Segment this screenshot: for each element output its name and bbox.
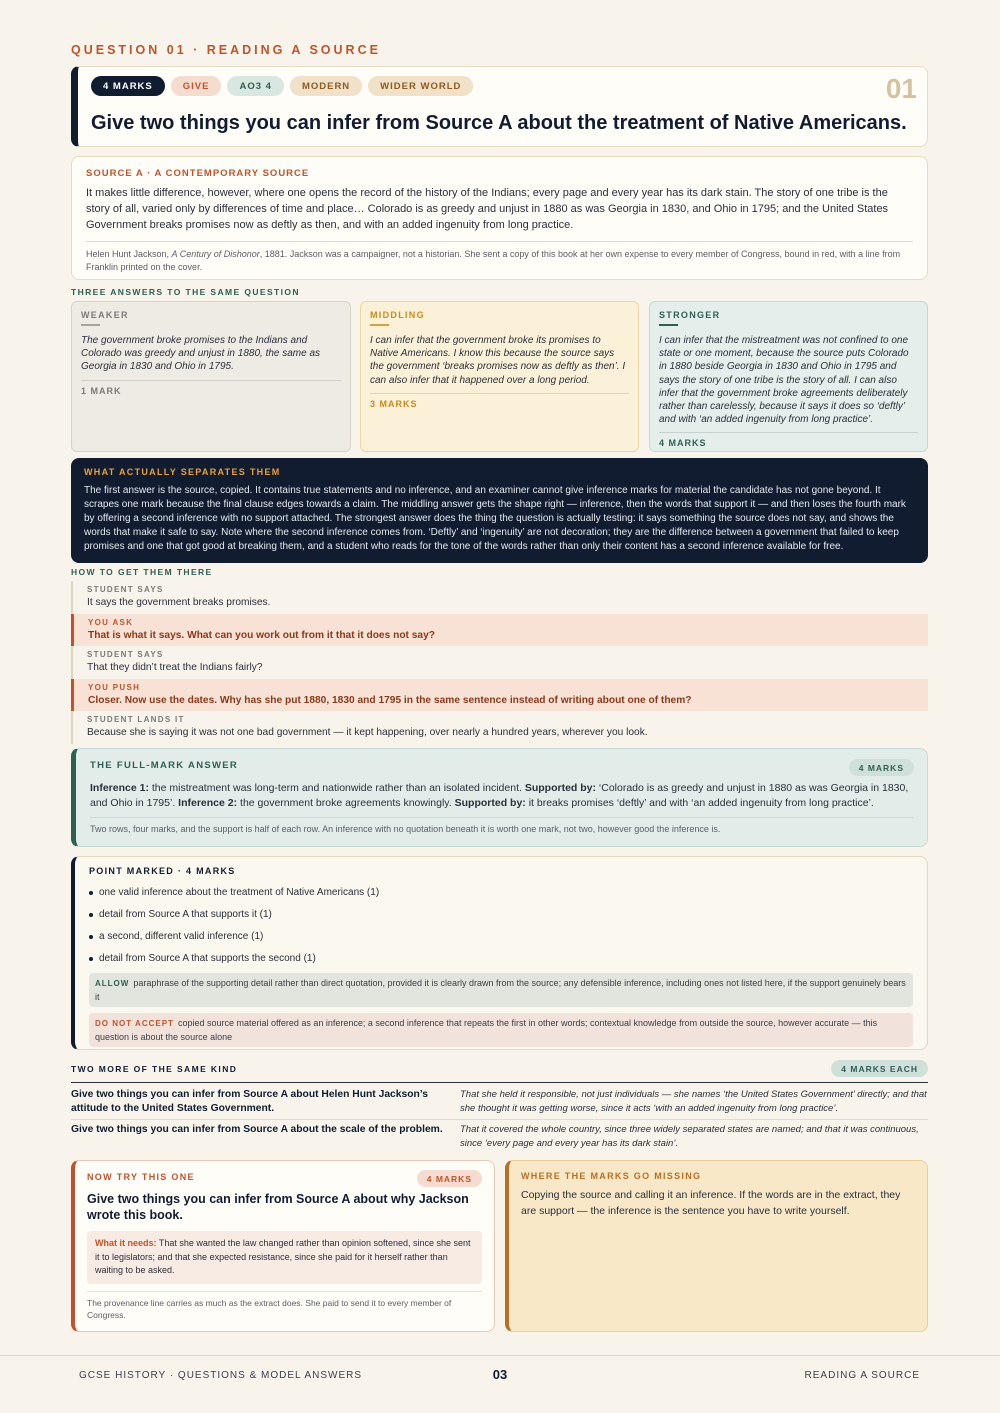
speaker-label: STUDENT SAYS	[87, 650, 164, 659]
tag-period: MODERN	[290, 76, 362, 96]
mark-points	[89, 882, 913, 970]
answer-marks: 3 MARKS	[370, 398, 418, 409]
answer-text: I can infer that the mistreatment was not confined to one state or one moment, because the source puts Colorado in 1880 beside Georgia in 1830 and Ohio in 1795 and says the story of one tribe is the story of all. I can also infer that the government broke agreements deliberately rather than carelessly, because it says it does so ‘deftly’ and with ‘an added ingenuity from long practice’.	[659, 335, 909, 426]
question-text: Give two things you can infer from Source A about the treatment of Native Americans.	[91, 112, 907, 134]
dialogue-row	[71, 581, 928, 614]
more-answer: That she held it responsible, not just individuals — she names ‘the United States Government’ directly; and that she thought it was getting worse, since it acts ‘with an added ingenuity from long practice’.	[460, 1089, 927, 1114]
answer-stronger	[649, 301, 928, 452]
support-1: ‘Colorado is as greedy and unjust in 1880 as was Georgia in 1830, and Ohio in 1795’.	[90, 782, 909, 809]
marks-missing-text: Copying the source and calling it an inference. If the words are in the extract, they are support — the inference is the sentence you have to write yourself.	[521, 1189, 901, 1217]
support-2-label: Supported by:	[454, 796, 526, 809]
accent-bar	[81, 324, 100, 326]
dialogue-row	[71, 679, 928, 712]
answer-text: I can infer that the government broke its promises to Native Americans. I know this because the source says the government ‘breaks promises now as deftly as then’. I can also infer that it happened over a long period.	[370, 335, 626, 386]
dialogue-row	[71, 646, 928, 679]
answer-text: The government broke promises to the Indians and Colorado was greedy and unjust in 1880, the same as Georgia in 1830 and Ohio in 1795.	[81, 335, 321, 373]
answer-label: STRONGER	[659, 310, 721, 320]
divider	[81, 380, 341, 381]
dialogue-row	[71, 614, 928, 647]
speaker-label: YOU PUSH	[88, 682, 141, 692]
more-answer: That it covered the whole country, since three widely separated states are named; and that it was continuous, since ‘every page and every year has its dark stain’.	[460, 1124, 919, 1149]
mark-point: detail from Source A that supports it (1)	[89, 904, 913, 926]
deny-text: copied source material offered as an inference; a second inference that repeats the first in other words; contextual knowledge from outside the source, however accurate — this question is about the source alone	[95, 1018, 878, 1042]
allow-note	[89, 973, 913, 1007]
inference-1: the mistreatment was long-term and nationwide rather than an isolated incident.	[148, 782, 525, 794]
answer-label: WEAKER	[81, 310, 129, 320]
footer-right: READING A SOURCE	[804, 1370, 920, 1381]
try-note: The provenance line carries as much as the extract does. She paid to send it to every member of Congress.	[87, 1297, 452, 1320]
speaker-line: That is what it says. What can you work out from it that it does not say?	[88, 629, 435, 641]
speaker-label: STUDENT LANDS IT	[87, 715, 185, 724]
divider	[90, 817, 913, 818]
source-text: It makes little difference, however, where one opens the record of the history of the Indians; every page and every year has its dark stain. The story of one tribe is the story of all, varied only by differences of time and place… Colorado is as greedy and unjust in 1880 as was Georgia in 1830, and Ohio in 1795; and the United States Government breaks promises now as deftly as then, and with an added ingenuity from long practice.	[86, 187, 889, 231]
answer-middling	[360, 301, 639, 452]
more-question: Give two things you can infer from Source A about the scale of the problem.	[71, 1124, 443, 1135]
separates-label: WHAT ACTUALLY SEPARATES THEM	[84, 467, 281, 477]
source-card	[71, 156, 928, 280]
accent-bar	[370, 324, 389, 326]
section-rule	[71, 1082, 928, 1083]
speaker-label: YOU ASK	[88, 617, 134, 627]
full-mark-box	[71, 748, 928, 847]
answer-label: MIDDLING	[370, 310, 425, 320]
page-number: 03	[492, 1367, 508, 1382]
divider	[86, 241, 913, 242]
dialogue-row	[71, 711, 928, 744]
source-provenance	[86, 248, 913, 273]
try-box	[71, 1160, 495, 1332]
marks-missing-box	[505, 1160, 928, 1332]
marks-missing-label: WHERE THE MARKS GO MISSING	[521, 1171, 702, 1181]
full-mark-note: Two rows, four marks, and the support is half of each row. An inference with no quotation beneath it is worth one mark, not two, however good the inference is.	[90, 824, 721, 834]
question-number: 01	[885, 73, 917, 104]
full-mark-label: THE FULL-MARK ANSWER	[90, 760, 239, 771]
footer-left: GCSE HISTORY · QUESTIONS & MODEL ANSWERS	[79, 1370, 363, 1381]
dialogue-list	[71, 581, 928, 744]
mark-point: detail from Source A that supports the second (1)	[89, 948, 913, 970]
try-question: Give two things you can infer from Source A about why Jackson wrote this book.	[87, 1192, 469, 1222]
more-section-label: TWO MORE OF THE SAME KIND	[71, 1064, 238, 1074]
mark-point: one valid inference about the treatment of Native Americans (1)	[89, 882, 913, 904]
divider	[659, 432, 918, 433]
inference-1-label: Inference 1:	[90, 782, 149, 794]
speaker-line: That they didn’t treat the Indians fairly?	[87, 662, 263, 673]
provenance-rest: , 1881. Jackson was a campaigner, not a historian. She sent a copy of this book at her own expense to every member of Congress, bound in red, with a line from Franklin printed on the cover.	[86, 249, 901, 272]
try-marks-pill: 4 MARKS	[417, 1170, 482, 1187]
separates-text: The first answer is the source, copied. It contains true statements and no inference, and an examiner cannot give inference marks for material the candidate has not gone beyond. It scrapes one mark because the final clause edges towards a claim. The middling answer gets the shape right — inference, then the words that support it — and then loses the fourth mark by offering a second inference with no support attached. The strongest answer does the thing the question is actually testing: it says something the source does not say, and shows the words that make it safe to say. Note where the second inference comes from. ‘Deftly’ and ‘ingenuity’ are not decoration; they are the difference between a government that failed to keep promises and one that got good at breaking them, and a student who reads for the tone of the words rather than only their content has a second inference available for free.	[84, 485, 906, 552]
answer-marks: 4 MARKS	[659, 438, 707, 449]
do-not-accept-note	[89, 1013, 913, 1047]
inference-2: the government broke agreements knowingly.	[237, 796, 455, 809]
speaker-line: Because she is saying it was not one bad government — it kept happening, over nearly a hundred years, wherever you look.	[87, 727, 648, 738]
provenance-author: Helen Hunt Jackson,	[86, 249, 172, 259]
mark-scheme-label: POINT MARKED · 4 MARKS	[89, 866, 236, 876]
mark-scheme-box	[71, 856, 928, 1050]
divider	[370, 393, 629, 394]
needs-label: What it needs:	[95, 1238, 157, 1248]
section-eyebrow: QUESTION 01 · READING A SOURCE	[71, 43, 381, 57]
speaker-line: It says the government breaks promises.	[87, 597, 271, 608]
more-question-row	[71, 1088, 928, 1116]
question-card	[71, 66, 928, 147]
tag-marks: 4 MARKS	[91, 76, 165, 96]
provenance-title: A Century of Dishonor	[171, 249, 260, 259]
speaker-line: Closer. Now use the dates. Why has she put 1880, 1830 and 1795 in the same sentence instead of writing about one of them?	[88, 694, 692, 706]
divider	[87, 1291, 482, 1292]
dialogue-section-label: HOW TO GET THEM THERE	[71, 567, 213, 577]
needs-box	[87, 1231, 482, 1284]
tag-topic: WIDER WORLD	[368, 76, 473, 96]
allow-label: ALLOW	[95, 979, 130, 988]
tag-row	[91, 76, 473, 96]
mark-point: a second, different valid inference (1)	[89, 926, 913, 948]
divider	[71, 1119, 928, 1120]
more-marks-pill: 4 MARKS EACH	[831, 1060, 928, 1077]
more-question-row	[71, 1123, 928, 1150]
tag-command: GIVE	[171, 76, 222, 96]
try-label: NOW TRY THIS ONE	[87, 1172, 195, 1182]
more-question: Give two things you can infer from Source A about Helen Hunt Jackson’s attitude to the United States Government.	[71, 1089, 429, 1114]
support-1-label: Supported by:	[524, 782, 596, 794]
speaker-label: STUDENT SAYS	[87, 585, 164, 594]
accent-bar	[659, 324, 678, 326]
source-label: SOURCE A · A CONTEMPORARY SOURCE	[86, 168, 310, 179]
answer-weaker	[71, 301, 351, 452]
deny-label: DO NOT ACCEPT	[95, 1019, 174, 1028]
answer-marks: 1 MARK	[81, 385, 122, 396]
full-mark-text	[90, 781, 913, 810]
allow-text: paraphrase of the supporting detail rather than direct quotation, provided it is clearly drawn from the source; any defensible inference, including ones not listed here, if the support genuinely bears it	[95, 978, 906, 1002]
page-footer	[0, 1355, 1000, 1413]
support-2: it breaks promises ‘deftly’ and with ‘an added ingenuity from long practice’.	[525, 796, 874, 809]
answers-section-label: THREE ANSWERS TO THE SAME QUESTION	[71, 287, 300, 297]
full-mark-pill: 4 MARKS	[849, 759, 914, 776]
separates-box	[71, 458, 928, 563]
needs-text: That she wanted the law changed rather than opinion softened, since she sent it to legislators; and that she expected resistance, since she paid for it herself rather than waiting to be asked.	[95, 1238, 471, 1275]
tag-objective: AO3 4	[227, 76, 283, 96]
inference-2-label: Inference 2:	[178, 796, 238, 809]
